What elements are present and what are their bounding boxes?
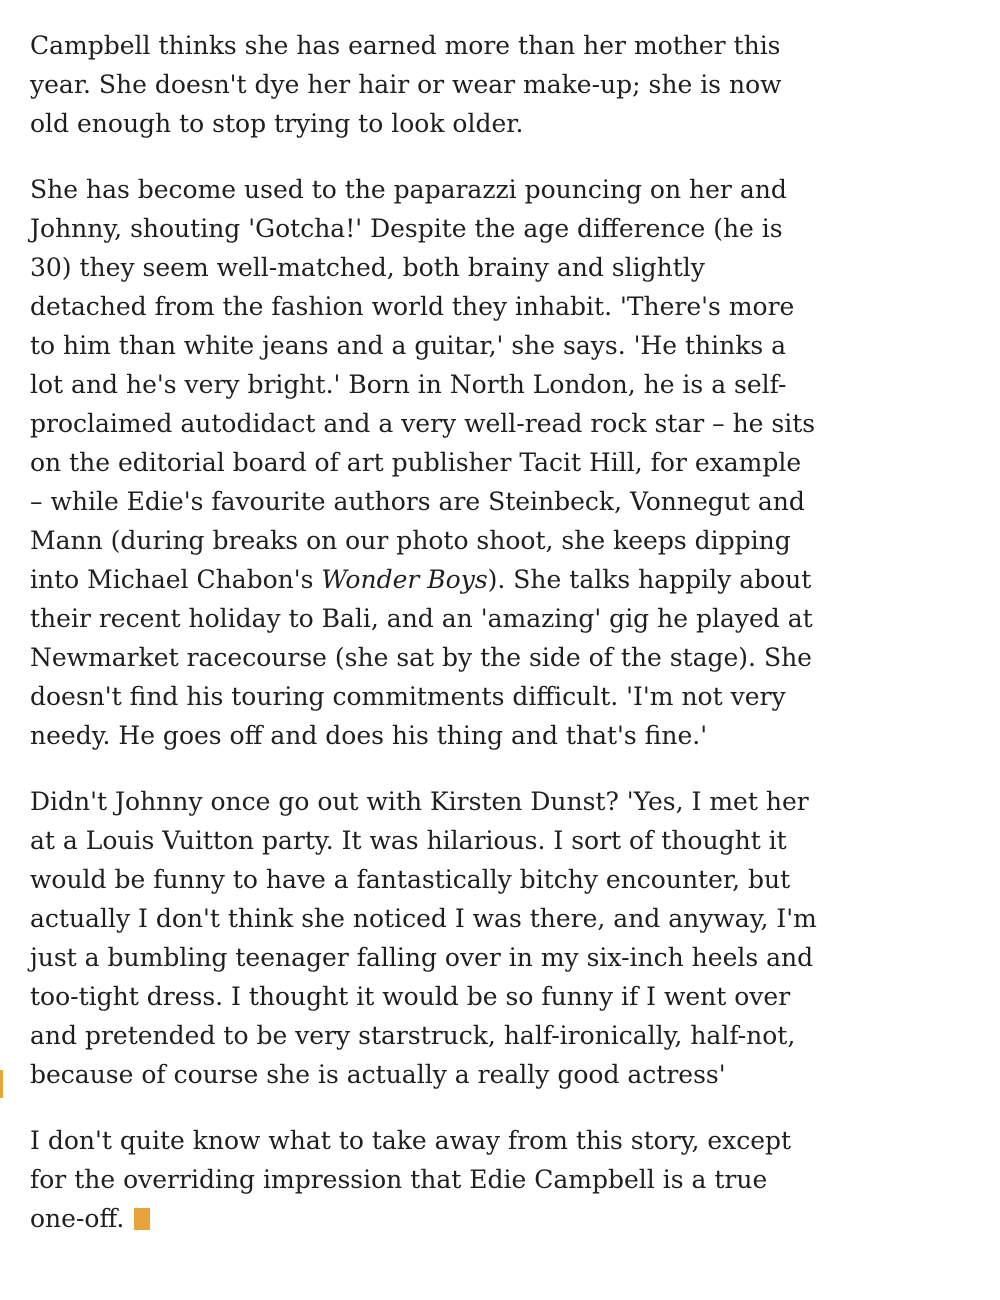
paragraph-earnings-text: Campbell thinks she has earned more than her mother this year. She doesn't dye her hair or wear make-up; she is now old enough to stop trying to look older. <box>30 31 782 138</box>
paragraph-conclusion <box>30 1121 820 1238</box>
paragraph-kirsten-dunst-text: Didn't Johnny once go out with Kirsten Dunst? 'Yes, I met her at a Louis Vuitton party. It was hilarious. I sort of thought it would be funny to have a fantastically bitchy encounter, but actually I don't think she noticed I was there, and anyway, I'm just a bumbling teenager falling over in my six-inch heels and too-tight dress. I thought it would be so funny if I went over and pretended to be very starstruck, half-ironically, half-not, because of course she is actually a really good actress' <box>30 787 817 1089</box>
paragraph-conclusion-text: I don't quite know what to take away from this story, except for the overriding impression that Edie Campbell is a true one-off. <box>30 1126 792 1233</box>
left-edge-accent-mark <box>0 1070 3 1098</box>
paragraph-earnings <box>30 26 820 143</box>
article-end-marker-icon <box>134 1208 150 1230</box>
paragraph-kirsten-dunst <box>30 782 820 1094</box>
article-body <box>30 26 820 1265</box>
paragraph-paparazzi-text-end: ). She talks happily about their recent holiday to Bali, and an 'amazing' gig he played at Newmarket racecourse (she sat by the side of the stage). She doesn't find his touring commitments difficult. 'I'm not very needy. He goes off and does his thing and that's fine.' <box>30 565 813 750</box>
book-title-wonder-boys: Wonder Boys <box>321 565 488 594</box>
paragraph-paparazzi <box>30 170 820 755</box>
paragraph-paparazzi-text-start: She has become used to the paparazzi pouncing on her and Johnny, shouting 'Gotcha!' Despite the age difference (he is 30) they seem well-matched, both brainy and slightly detached from the fashion world they inhabit. 'There's more to him than white jeans and a guitar,' she says. 'He thinks a lot and he's very bright.' Born in North London, he is a self-proclaimed autodidact and a very well-read rock star – he sits on the editorial board of art publisher Tacit Hill, for example – while Edie's favourite authors are Steinbeck, Vonnegut and Mann (during breaks on our photo shoot, she keeps dipping into Michael Chabon's <box>30 175 816 594</box>
